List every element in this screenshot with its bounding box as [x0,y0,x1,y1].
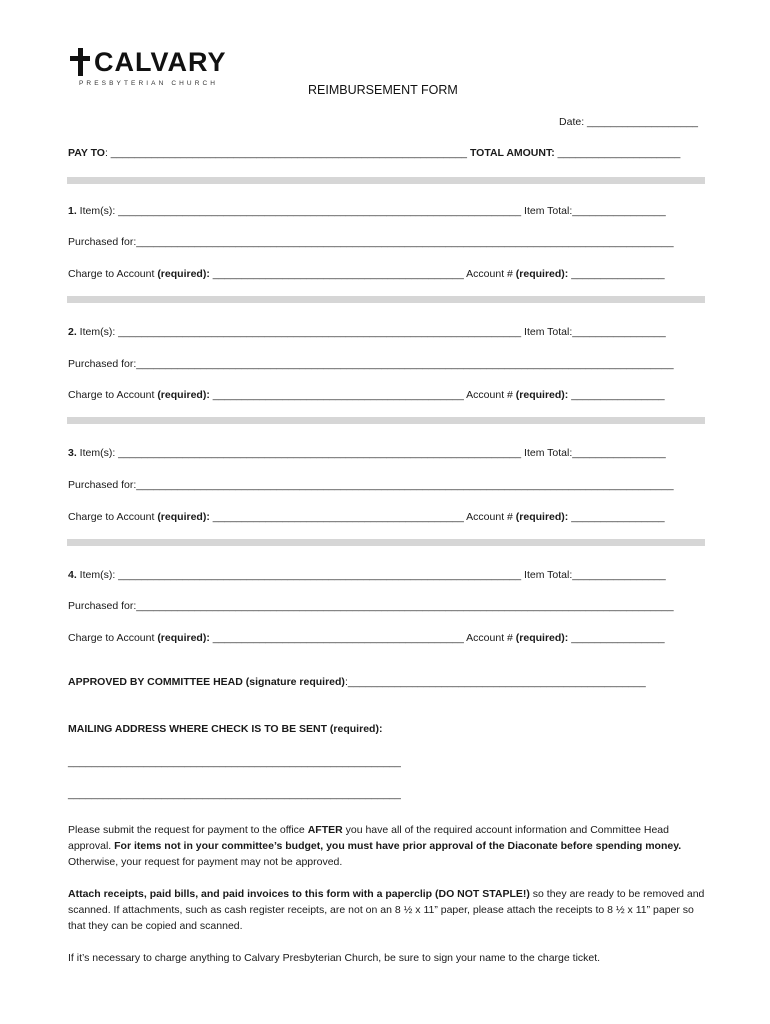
item-row[interactable] [68,447,702,459]
mailing-address-line-2[interactable]: _________________________________________________________ [68,788,401,800]
pay-to-field[interactable]: : _____________________________________________________________ [104,147,468,159]
form-title: REIMBURSEMENT FORM [308,83,458,97]
mailing-address-line-1[interactable]: _________________________________________________________ [68,756,401,768]
mailing-label: MAILING ADDRESS WHERE CHECK IS TO BE SENT (required): [68,723,383,735]
charge-required: (required): [157,511,210,523]
item-number: 4. [68,569,77,581]
account-required: (required): [515,632,569,644]
item-field[interactable]: Item(s): _____________________________________________________________________ Item Total:________________ [76,569,666,581]
charge-required: (required): [157,389,210,401]
item-field[interactable]: Item(s): _____________________________________________________________________ Item Total:________________ [76,205,666,217]
charge-required: (required): [157,268,210,280]
section-divider [67,296,705,303]
section-divider [67,539,705,546]
charge-label: Charge to Account [68,511,158,523]
account-field[interactable]: ________________ [568,268,665,280]
item-row[interactable] [68,569,702,581]
item-number: 1. [68,205,77,217]
approval-label: APPROVED BY COMMITTEE HEAD (signature required) [68,676,345,688]
pay-to-row[interactable] [68,147,702,159]
purchased-for-field[interactable]: Purchased for:____________________________________________________________________________________________ [68,479,674,491]
purchased-for-field[interactable]: Purchased for:____________________________________________________________________________________________ [68,600,674,612]
approval-row[interactable] [68,676,702,688]
instructions-paragraph: Please submit the request for payment to the office AFTER you have all of the required account information and Committee Head approval. For items not in your committee’s budget, you must have prior approval of the Diaconate before spending money. Otherwise, your request for payment may not be approved. [68,824,682,868]
approval-signature-field[interactable]: :___________________________________________________ [344,676,646,688]
item-row[interactable] [68,205,702,217]
purchased-for-field[interactable]: Purchased for:____________________________________________________________________________________________ [68,236,674,248]
cross-icon [70,48,92,76]
charge-account-row[interactable] [68,632,702,644]
section-divider [67,177,705,184]
charge-label: Charge to Account [68,632,158,644]
account-required: (required): [515,389,569,401]
item-field[interactable]: Item(s): _____________________________________________________________________ Item Total:________________ [76,447,666,459]
charge-account-row[interactable] [68,389,702,401]
charge-field[interactable]: ___________________________________________ Account # [209,389,516,401]
total-amount-field[interactable]: _____________________ [554,147,681,159]
church-logo [70,48,227,87]
purchased-for-field[interactable]: Purchased for:____________________________________________________________________________________________ [68,358,674,370]
charge-label: Charge to Account [68,389,158,401]
account-required: (required): [515,511,569,523]
charge-field[interactable]: ___________________________________________ Account # [209,268,516,280]
attachments-paragraph: Attach receipts, paid bills, and paid invoices to this form with a paperclip (DO NOT STAPLE!) so they are ready to be removed and scanned. If attachments, such as cash register receipts, are not on an 8 ½ x 11” paper, please attach the receipts to 8 ½ x 11” paper so that they can be copied and scanned. [68,888,705,932]
item-number: 2. [68,326,77,338]
logo-subtitle: PRESBYTERIAN CHURCH [79,80,219,87]
account-required: (required): [515,268,569,280]
charge-field[interactable]: ___________________________________________ Account # [209,511,516,523]
date-field[interactable]: Date: ___________________ [559,116,698,128]
section-divider [67,417,705,424]
total-amount-label: TOTAL AMOUNT: [469,147,555,159]
pay-to-label: PAY TO [68,147,105,159]
item-field[interactable]: Item(s): _____________________________________________________________________ Item Total:________________ [76,326,666,338]
charge-label: Charge to Account [68,268,158,280]
account-field[interactable]: ________________ [568,511,665,523]
item-number: 3. [68,447,77,459]
charge-account-row[interactable] [68,268,702,280]
account-field[interactable]: ________________ [568,632,665,644]
charge-ticket-note: If it’s necessary to charge anything to Calvary Presbyterian Church, be sure to sign your name to the charge ticket. [68,952,601,964]
item-row[interactable] [68,326,702,338]
logo-name: CALVARY [94,47,227,77]
charge-required: (required): [157,632,210,644]
charge-account-row[interactable] [68,511,702,523]
charge-field[interactable]: ___________________________________________ Account # [209,632,516,644]
account-field[interactable]: ________________ [568,389,665,401]
